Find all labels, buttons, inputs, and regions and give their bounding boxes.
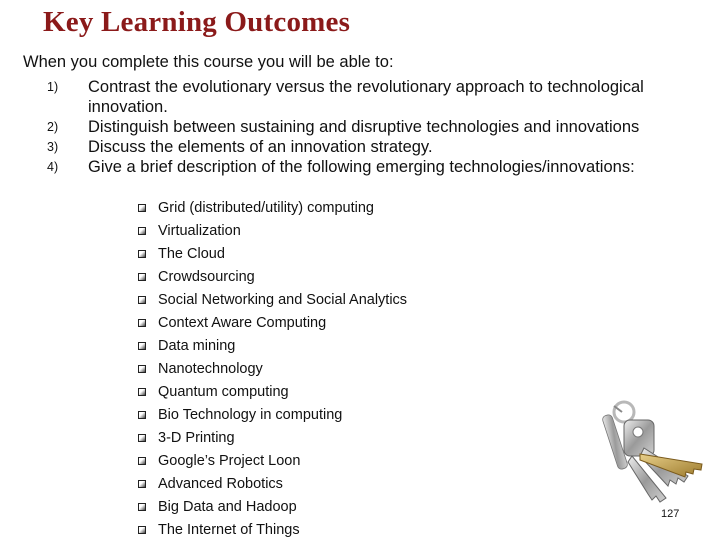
technology-item xyxy=(138,382,407,405)
technology-label: Virtualization xyxy=(158,223,241,239)
slide-title: Key Learning Outcomes xyxy=(43,6,351,38)
outcome-text: Give a brief description of the following emerging technologies/innovations: xyxy=(88,158,635,176)
technology-item xyxy=(138,474,407,497)
technology-label: The Cloud xyxy=(158,246,225,262)
technology-label: Advanced Robotics xyxy=(158,476,283,492)
outcome-number: 3) xyxy=(47,140,59,154)
technology-item xyxy=(138,428,407,451)
outcome-item xyxy=(0,117,720,137)
checkbox-square-icon xyxy=(138,503,146,511)
technology-label: Nanotechnology xyxy=(158,361,263,377)
outcome-item xyxy=(0,137,720,157)
technology-label: Crowdsourcing xyxy=(158,269,255,285)
technology-label: Big Data and Hadoop xyxy=(158,499,297,515)
technology-label: Bio Technology in computing xyxy=(158,407,343,423)
checkbox-square-icon xyxy=(138,457,146,465)
outcome-text: Distinguish between sustaining and disruptive technologies and innovations xyxy=(88,118,640,136)
technology-item xyxy=(138,267,407,290)
technology-item xyxy=(138,221,407,244)
checkbox-square-icon xyxy=(138,273,146,281)
outcome-number: 2) xyxy=(47,120,59,134)
checkbox-square-icon xyxy=(138,434,146,442)
technology-item xyxy=(138,451,407,474)
technology-item xyxy=(138,405,407,428)
technology-item xyxy=(138,244,407,267)
checkbox-square-icon xyxy=(138,388,146,396)
page-number: 127 xyxy=(661,508,680,520)
technology-item xyxy=(138,313,407,336)
outcome-number: 1) xyxy=(47,80,59,94)
checkbox-square-icon xyxy=(138,480,146,488)
checkbox-square-icon xyxy=(138,319,146,327)
technology-label: 3-D Printing xyxy=(158,430,235,446)
keys-image xyxy=(596,398,716,508)
outcome-text: Discuss the elements of an innovation strategy. xyxy=(88,138,433,156)
outcome-number: 4) xyxy=(47,160,59,174)
technology-item xyxy=(138,198,407,221)
outcome-text: Contrast the evolutionary versus the revolutionary approach to technological innovation. xyxy=(88,78,644,116)
technology-label: The Internet of Things xyxy=(158,522,300,538)
technology-label: Social Networking and Social Analytics xyxy=(158,292,408,308)
technology-label: Data mining xyxy=(158,338,236,354)
technology-label: Context Aware Computing xyxy=(158,315,327,331)
technology-item xyxy=(138,359,407,382)
technology-item xyxy=(138,497,407,520)
checkbox-square-icon xyxy=(138,227,146,235)
outcome-item xyxy=(0,77,720,117)
checkbox-square-icon xyxy=(138,250,146,258)
checkbox-square-icon xyxy=(138,365,146,373)
outcome-item xyxy=(0,157,720,177)
technology-label: Grid (distributed/utility) computing xyxy=(158,200,374,216)
checkbox-square-icon xyxy=(138,526,146,534)
outcomes-list xyxy=(0,77,720,177)
checkbox-square-icon xyxy=(138,204,146,212)
technology-item xyxy=(138,336,407,359)
technology-item xyxy=(138,290,407,313)
technology-label: Quantum computing xyxy=(158,384,289,400)
technology-list xyxy=(138,198,407,543)
checkbox-square-icon xyxy=(138,342,146,350)
checkbox-square-icon xyxy=(138,296,146,304)
intro-text: When you complete this course you will be able to: xyxy=(23,53,394,71)
checkbox-square-icon xyxy=(138,411,146,419)
technology-label: Google’s Project Loon xyxy=(158,453,301,469)
